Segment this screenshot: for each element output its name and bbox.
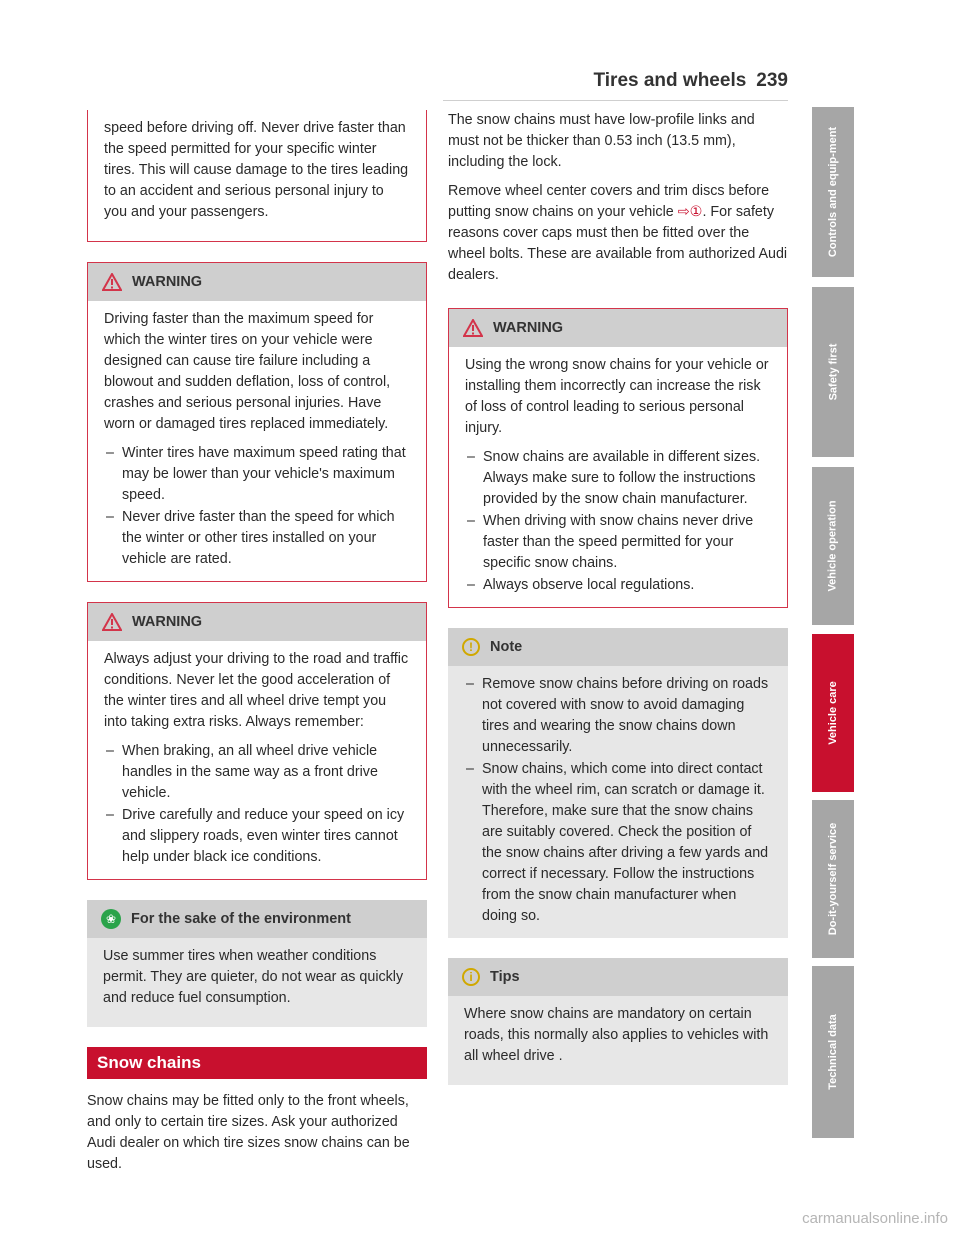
note-list bbox=[464, 674, 772, 927]
warning-box-driving bbox=[87, 602, 427, 880]
note-box bbox=[448, 628, 788, 938]
page-header-title: Tires and wheels bbox=[593, 70, 747, 91]
list-item: – Snow chains, which come into direct contact with the wheel rim, can scratch or damage it. Therefore, make sure that the snow chains are suitably covered. Check the position of the snow chains after driving a few yards and correct if necessary. Follow the instructions from the snow chain manufacturer when doing so. bbox=[464, 759, 772, 927]
list-item: – Remove snow chains before driving on roads not covered with snow to avoid damaging tires and wearing the snow chains down unnecessarily. bbox=[464, 674, 772, 758]
tips-label: Tips bbox=[490, 968, 520, 985]
page-header bbox=[0, 70, 788, 92]
list-item: – When driving with snow chains never drive faster than the speed permitted for your specific snow chains. bbox=[465, 511, 771, 574]
environment-label: For the sake of the environment bbox=[131, 910, 351, 927]
warning-box-speed bbox=[87, 262, 427, 582]
environment-text: Use summer tires when weather conditions permit. They are quieter, do not wear as quickly and reduce fuel consumption. bbox=[103, 948, 404, 1006]
tips-text: Where snow chains are mandatory on certain roads, this normally also applies to vehicles with all wheel drive . bbox=[464, 1006, 769, 1064]
warning-list bbox=[104, 443, 410, 570]
tips-box bbox=[448, 958, 788, 1085]
warning-header bbox=[88, 603, 426, 641]
list-item: – Drive carefully and reduce your speed on icy and slippery roads, even winter tires cannot help under black ice conditions. bbox=[104, 805, 410, 868]
header-divider bbox=[443, 100, 788, 101]
warning-continuation-text: speed before driving off. Never drive faster than the speed permitted for your specific winter tires. This will cause damage to the tires leading to an accident and serious personal injury to you and your passengers. bbox=[104, 120, 409, 220]
chapter-tab-safety[interactable]: Safety first bbox=[812, 287, 854, 457]
chapter-tab-vehicle-care[interactable]: Vehicle care bbox=[812, 634, 854, 792]
list-item: – Always observe local regulations. bbox=[465, 575, 771, 596]
paragraph-covers-start: Remove wheel center covers and trim discs before putting snow chains on your vehicle bbox=[448, 183, 770, 220]
environment-header bbox=[87, 900, 427, 938]
list-item: – Winter tires have maximum speed rating that may be lower than your vehicle's maximum speed. bbox=[104, 443, 410, 506]
section-title: Snow chains bbox=[87, 1047, 427, 1079]
paragraph-covers-end: . For safety reasons cover caps must then be fitted over the wheel bolts. These are available from authorized Audi dealers. bbox=[448, 204, 788, 283]
warning-header bbox=[449, 309, 787, 347]
warning-box-chains bbox=[448, 308, 788, 608]
warning-list bbox=[104, 741, 410, 868]
warning-text: Driving faster than the maximum speed for which the winter tires on your vehicle were designed can cause tire failure including a blowout and sudden deflation, loss of control, crashes and serious personal injuries. Have worn or damaged tires replaced immediately. bbox=[104, 311, 391, 432]
tips-header bbox=[448, 958, 788, 996]
exclamation-circle-icon: ! bbox=[462, 638, 480, 656]
warning-triangle-icon bbox=[102, 613, 122, 631]
warning-text: Always adjust your driving to the road and traffic conditions. Never let the good acceleration of the winter tires and all wheel drive tempt you into taking extra risks. Always remember: bbox=[104, 651, 409, 730]
chapter-tab-technical-data[interactable]: Technical data bbox=[812, 966, 854, 1138]
warning-label: WARNING bbox=[132, 613, 203, 630]
page-number: 239 bbox=[756, 70, 788, 91]
left-column bbox=[87, 110, 427, 1175]
warning-text: Using the wrong snow chains for your vehicle or installing them incorrectly can increase the risk of loss of control leading to serious personal injury. bbox=[465, 357, 769, 436]
note-header bbox=[448, 628, 788, 666]
warning-list bbox=[465, 447, 771, 596]
environment-box bbox=[87, 900, 427, 1027]
right-column bbox=[448, 110, 788, 1085]
info-circle-icon: i bbox=[462, 968, 480, 986]
paragraph-covers bbox=[448, 181, 788, 286]
leaf-icon: ❀ bbox=[101, 909, 121, 929]
watermark: carmanualsonline.info bbox=[802, 1210, 948, 1227]
section-text: Snow chains may be fitted only to the front wheels, and only to certain tire sizes. Ask your authorized Audi dealer on which tire sizes snow chains can be used. bbox=[87, 1093, 410, 1172]
chapter-tab-diy-service[interactable]: Do-it-yourself service bbox=[812, 800, 854, 958]
paragraph-chain-specs: The snow chains must have low-profile links and must not be thicker than 0.53 inch (13.5 mm), including the lock. bbox=[448, 112, 755, 170]
chapter-tab-controls[interactable]: Controls and equip-ment bbox=[812, 107, 854, 277]
note-label: Note bbox=[490, 638, 523, 655]
list-item: – Snow chains are available in different sizes. Always make sure to follow the instructions provided by the snow chain manufacturer. bbox=[465, 447, 771, 510]
warning-triangle-icon bbox=[463, 319, 483, 337]
warning-triangle-icon bbox=[102, 273, 122, 291]
chapter-tab-operation[interactable]: Vehicle operation bbox=[812, 467, 854, 625]
warning-label: WARNING bbox=[132, 273, 203, 290]
warning-label: WARNING bbox=[493, 319, 564, 336]
warning-header bbox=[88, 263, 426, 301]
list-item: – Never drive faster than the speed for which the winter or other tires installed on your vehicle are rated. bbox=[104, 507, 410, 570]
warning-continuation-box bbox=[87, 110, 427, 242]
list-item: – When braking, an all wheel drive vehicle handles in the same way as a front drive vehicle. bbox=[104, 741, 410, 804]
cross-reference-link[interactable]: ⇨① bbox=[677, 204, 703, 220]
